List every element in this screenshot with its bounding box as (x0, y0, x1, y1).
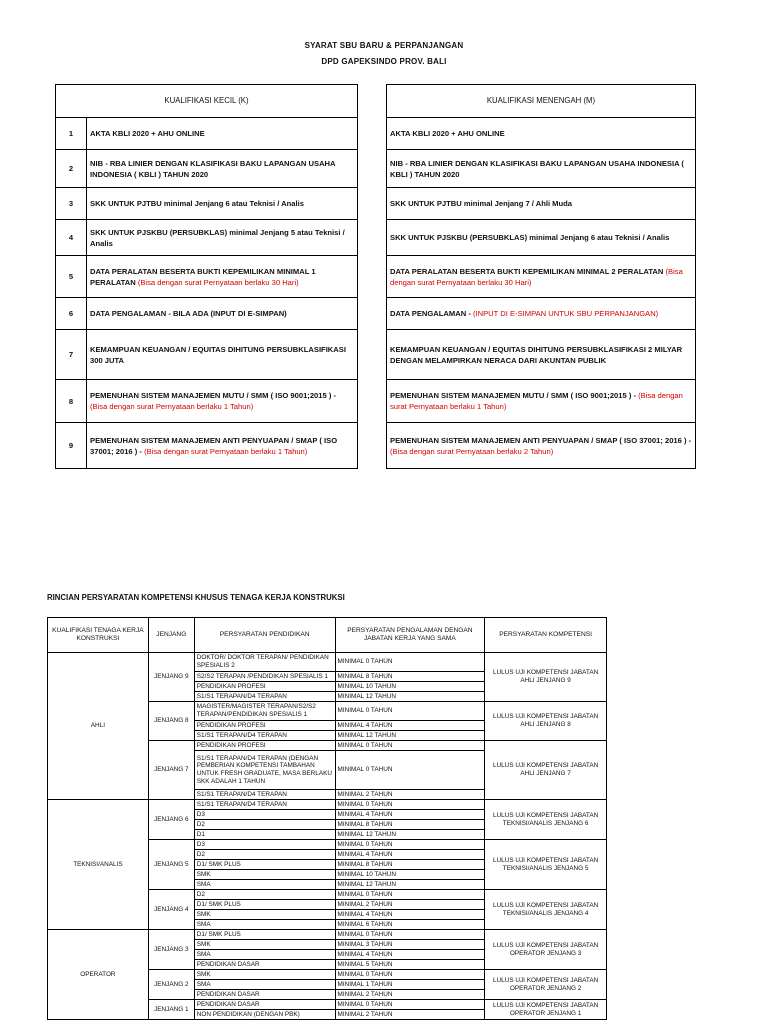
kecil-row-text (87, 298, 358, 330)
kecil-row-number: 3 (56, 188, 87, 220)
menengah-row-requirement: SKK UNTUK PJSKBU (PERSUBKLAS) minimal Jenjang 6 atau Teknisi / Analis (390, 233, 670, 242)
pendidikan-cell: PENDIDIKAN PROFESI (194, 721, 335, 731)
kecil-row-note: (Bisa dengan surat Pernyataan berlaku 30 Hari) (137, 277, 299, 287)
pengalaman-cell: MINIMAL 0 TAHUN (335, 800, 485, 810)
menengah-row-note: (INPUT DI E-SIMPAN UNTUK SBU PERPANJANGAN) (472, 309, 659, 318)
pengalaman-cell: MINIMAL 0 TAHUN (335, 970, 485, 980)
kompetensi-cell: LULUS UJI KOMPETENSI JABATAN OPERATOR JENJANG 1 (485, 1000, 607, 1020)
pendidikan-cell: D1 (194, 830, 335, 840)
pendidikan-cell: D2 (194, 820, 335, 830)
rincian-title: RINCIAN PERSYARATAN KOMPETENSI KHUSUS TENAGA KERJA KONSTRUKSI (47, 593, 345, 602)
jenjang-cell: JENJANG 2 (148, 970, 194, 1000)
pengalaman-cell: MINIMAL 0 TAHUN (335, 930, 485, 940)
kecil-row-text (87, 150, 358, 188)
kecil-row-number: 2 (56, 150, 87, 188)
pengalaman-cell: MINIMAL 4 TAHUN (335, 721, 485, 731)
menengah-row-requirement: KEMAMPUAN KEUANGAN / EQUITAS DIHITUNG PERSUBKLASIFIKASI 2 MILYAR DENGAN MELAMPIRKAN NERACA DARI AKUNTAN PUBLIK (390, 344, 683, 365)
pendidikan-cell: SMA (194, 980, 335, 990)
jenjang-cell: JENJANG 6 (148, 800, 194, 840)
kecil-row-requirement: NIB - RBA LINIER DENGAN KLASIFIKASI BAKU LAPANGAN USAHA INDONESIA ( KBLI ) TAHUN 2020 (90, 158, 336, 179)
kecil-row-text (87, 330, 358, 380)
pengalaman-cell: MINIMAL 12 TAHUN (335, 830, 485, 840)
kecil-row-text (87, 423, 358, 469)
pengalaman-cell: MINIMAL 0 TAHUN (335, 840, 485, 850)
pengalaman-cell: MINIMAL 6 TAHUN (335, 920, 485, 930)
pengalaman-cell: MINIMAL 4 TAHUN (335, 850, 485, 860)
pendidikan-cell: PENDIDIKAN PROFESI (194, 682, 335, 692)
kualifikasi-menengah-table (386, 84, 696, 469)
kompetensi-cell: LULUS UJI KOMPETENSI JABATAN TEKNISI/ANALIS JENJANG 4 (485, 890, 607, 930)
kecil-row-number: 8 (56, 380, 87, 423)
menengah-title: KUALIFIKASI MENENGAH (M) (387, 85, 696, 118)
pengalaman-cell: MINIMAL 5 TAHUN (335, 960, 485, 970)
kompetensi-cell: LULUS UJI KOMPETENSI JABATAN AHLI JENJANG 9 (485, 653, 607, 702)
pendidikan-cell: PENDIDIKAN DASAR (194, 1000, 335, 1010)
column-header: PERSYARATAN PENGALAMAN DENGAN JABATAN KERJA YANG SAMA (335, 618, 485, 653)
pendidikan-cell: S1/S1 TERAPAN/D4 TERAPAN (194, 790, 335, 800)
pengalaman-cell: MINIMAL 0 TAHUN (335, 653, 485, 672)
jenjang-cell: JENJANG 9 (148, 653, 194, 702)
kecil-row-number: 1 (56, 118, 87, 150)
kompetensi-cell: LULUS UJI KOMPETENSI JABATAN AHLI JENJANG 8 (485, 702, 607, 741)
pendidikan-cell: SMA (194, 950, 335, 960)
pendidikan-cell: SMK (194, 870, 335, 880)
kualifikasi-cell: TEKNISI/ANALIS (48, 800, 149, 930)
pendidikan-cell: S1/S1 TERAPAN/D4 TERAPAN (DENGAN PEMBERIAN KOMPETENSI TAMBAHAN UNTUK FRESH GRADUATE, MASA BERLAKU SKK ADALAH 1 TAHUN (194, 751, 335, 790)
menengah-row-note: (Bisa dengan surat Pernyataan berlaku 2 Tahun) (390, 446, 554, 456)
pendidikan-cell: SMK (194, 970, 335, 980)
pengalaman-cell: MINIMAL 4 TAHUN (335, 950, 485, 960)
column-header: JENJANG (148, 618, 194, 653)
menengah-row-text (387, 118, 696, 150)
pengalaman-cell: MINIMAL 4 TAHUN (335, 910, 485, 920)
kecil-row-note: (Bisa dengan surat Pernyataan berlaku 1 Tahun) (144, 446, 308, 456)
pengalaman-cell: MINIMAL 8 TAHUN (335, 672, 485, 682)
menengah-row-text (387, 256, 696, 298)
kecil-row-text (87, 188, 358, 220)
pengalaman-cell: MINIMAL 8 TAHUN (335, 860, 485, 870)
kecil-row-requirement: AKTA KBLI 2020 + AHU ONLINE (90, 129, 205, 138)
pendidikan-cell: PENDIDIKAN PROFESI (194, 741, 335, 751)
menengah-row-requirement: AKTA KBLI 2020 + AHU ONLINE (390, 129, 505, 138)
pengalaman-cell: MINIMAL 2 TAHUN (335, 790, 485, 800)
menengah-row-text (387, 330, 696, 380)
pengalaman-cell: MINIMAL 0 TAHUN (335, 1000, 485, 1010)
menengah-row-note: (Bisa dengan surat Pernyataan berlaku 1 Tahun) (390, 391, 683, 411)
kecil-row-text (87, 220, 358, 256)
pengalaman-cell: MINIMAL 3 TAHUN (335, 940, 485, 950)
column-header: PERSYARATAN PENDIDIKAN (194, 618, 335, 653)
kecil-row-number: 4 (56, 220, 87, 256)
pengalaman-cell: MINIMAL 10 TAHUN (335, 682, 485, 692)
kecil-row-number: 6 (56, 298, 87, 330)
kompetensi-cell: LULUS UJI KOMPETENSI JABATAN OPERATOR JENJANG 2 (485, 970, 607, 1000)
menengah-row-text (387, 188, 696, 220)
kualifikasi-cell: AHLI (48, 653, 149, 800)
kecil-row-requirement: KEMAMPUAN KEUANGAN / EQUITAS DIHITUNG PERSUBKLASIFIKASI 300 JUTA (90, 344, 346, 365)
menengah-row-text (387, 380, 696, 423)
pengalaman-cell: MINIMAL 2 TAHUN (335, 900, 485, 910)
jenjang-cell: JENJANG 3 (148, 930, 194, 970)
kecil-row-text (87, 256, 358, 298)
pendidikan-cell: S1/S1 TERAPAN/D4 TERAPAN (194, 692, 335, 702)
kecil-row-requirement: SKK UNTUK PJSKBU (PERSUBKLAS) minimal Jenjang 5 atau Teknisi / Analis (90, 227, 345, 248)
pengalaman-cell: MINIMAL 12 TAHUN (335, 731, 485, 741)
pendidikan-cell: D2 (194, 850, 335, 860)
pengalaman-cell: MINIMAL 10 TAHUN (335, 870, 485, 880)
pengalaman-cell: MINIMAL 1 TAHUN (335, 980, 485, 990)
pendidikan-cell: S1/S1 TERAPAN/D4 TERAPAN (194, 731, 335, 741)
kecil-row-requirement: DATA PERALATAN BESERTA BUKTI KEPEMILIKAN MINIMAL 1 PERALATAN (90, 266, 316, 287)
menengah-row-requirement: DATA PERALATAN BESERTA BUKTI KEPEMILIKAN MINIMAL 2 PERALATAN (390, 266, 664, 276)
jenjang-cell: JENJANG 8 (148, 702, 194, 741)
pengalaman-cell: MINIMAL 0 TAHUN (335, 741, 485, 751)
kecil-row-number: 5 (56, 256, 87, 298)
pengalaman-cell: MINIMAL 0 TAHUN (335, 751, 485, 790)
kompetensi-cell: LULUS UJI KOMPETENSI JABATAN AHLI JENJANG 7 (485, 741, 607, 800)
pengalaman-cell: MINIMAL 8 TAHUN (335, 820, 485, 830)
pendidikan-cell: MAGISTER/MAGISTER TERAPAN/S2/S2 TERAPAN/PENDIDIKAN SPESIALIS 1 (194, 702, 335, 721)
menengah-row-requirement: NIB - RBA LINIER DENGAN KLASIFIKASI BAKU LAPANGAN USAHA INDONESIA ( KBLI ) TAHUN 2020 (390, 158, 684, 179)
kecil-row-requirement: DATA PENGALAMAN - BILA ADA (INPUT DI E-SIMPAN) (90, 309, 287, 318)
menengah-row-note: (Bisa dengan surat Pernyataan berlaku 30 Hari) (390, 266, 683, 287)
jenjang-cell: JENJANG 5 (148, 840, 194, 890)
pendidikan-cell: SMK (194, 940, 335, 950)
pendidikan-cell: D3 (194, 810, 335, 820)
kecil-title: KUALIFIKASI KECIL (K) (56, 85, 358, 118)
menengah-row-text (387, 150, 696, 188)
pendidikan-cell: S2/S2 TERAPAN /PENDIDIKAN SPESIALIS 1 (194, 672, 335, 682)
kecil-row-text (87, 380, 358, 423)
pendidikan-cell: D1/ SMK PLUS (194, 900, 335, 910)
menengah-row-requirement: PEMENUHAN SISTEM MANAJEMEN ANTI PENYUAPAN / SMAP ( ISO 37001; 2016 ) - (390, 435, 692, 445)
jenjang-cell: JENJANG 7 (148, 741, 194, 800)
kompetensi-cell: LULUS UJI KOMPETENSI JABATAN TEKNISI/ANALIS JENJANG 6 (485, 800, 607, 840)
kualifikasi-kecil-table (55, 84, 358, 469)
column-header: KUALIFIKASI TENAGA KERJA KONSTRUKSI (48, 618, 149, 653)
pendidikan-cell: SMA (194, 880, 335, 890)
kecil-row-number: 7 (56, 330, 87, 380)
kecil-row-requirement: PEMENUHAN SISTEM MANAJEMEN ANTI PENYUAPAN / SMAP ( ISO 37001; 2016 ) - (90, 435, 338, 456)
pendidikan-cell: PENDIDIKAN DASAR (194, 960, 335, 970)
pendidikan-cell: NON PENDIDIKAN (DENGAN PBK) (194, 1010, 335, 1020)
pendidikan-cell: D2 (194, 890, 335, 900)
jenjang-cell: JENJANG 1 (148, 1000, 194, 1020)
column-header: PERSYARATAN KOMPETENSI (485, 618, 607, 653)
kecil-row-requirement: PEMENUHAN SISTEM MANAJEMEN MUTU / SMM ( ISO 9001;2015 ) - (90, 391, 336, 400)
pendidikan-cell: SMA (194, 920, 335, 930)
pendidikan-cell: SMK (194, 910, 335, 920)
kualifikasi-cell: OPERATOR (48, 930, 149, 1020)
pendidikan-cell: D1/ SMK PLUS (194, 860, 335, 870)
pengalaman-cell: MINIMAL 12 TAHUN (335, 880, 485, 890)
kompetensi-cell: LULUS UJI KOMPETENSI JABATAN OPERATOR JENJANG 3 (485, 930, 607, 970)
pengalaman-cell: MINIMAL 2 TAHUN (335, 1010, 485, 1020)
pendidikan-cell: PENDIDIKAN DASAR (194, 990, 335, 1000)
kompetensi-cell: LULUS UJI KOMPETENSI JABATAN TEKNISI/ANALIS JENJANG 5 (485, 840, 607, 890)
kecil-row-text (87, 118, 358, 150)
jenjang-cell: JENJANG 4 (148, 890, 194, 930)
pendidikan-cell: D1/ SMK PLUS (194, 930, 335, 940)
pendidikan-cell: D3 (194, 840, 335, 850)
kecil-row-note: (Bisa dengan surat Pernyataan berlaku 1 Tahun) (90, 402, 254, 411)
pengalaman-cell: MINIMAL 12 TAHUN (335, 692, 485, 702)
menengah-row-text (387, 423, 696, 469)
kecil-row-requirement: SKK UNTUK PJTBU minimal Jenjang 6 atau Teknisi / Analis (90, 199, 304, 208)
menengah-row-text (387, 298, 696, 330)
pendidikan-cell: S1/S1 TERAPAN/D4 TERAPAN (194, 800, 335, 810)
pengalaman-cell: MINIMAL 4 TAHUN (335, 810, 485, 820)
document-title: SYARAT SBU BARU & PERPANJANGAN (304, 41, 464, 50)
menengah-row-requirement: DATA PENGALAMAN - (390, 309, 471, 318)
menengah-row-requirement: PEMENUHAN SISTEM MANAJEMEN MUTU / SMM ( ISO 9001;2015 ) - (390, 391, 636, 400)
rincian-table (47, 617, 607, 1020)
kecil-row-number: 9 (56, 423, 87, 469)
pengalaman-cell: MINIMAL 2 TAHUN (335, 990, 485, 1000)
pendidikan-cell: DOKTOR/ DOKTOR TERAPAN/ PENDIDIKAN SPESIALIS 2 (194, 653, 335, 672)
menengah-row-text (387, 220, 696, 256)
menengah-row-requirement: SKK UNTUK PJTBU minimal Jenjang 7 / Ahli Muda (390, 199, 572, 208)
pengalaman-cell: MINIMAL 0 TAHUN (335, 890, 485, 900)
pengalaman-cell: MINIMAL 0 TAHUN (335, 702, 485, 721)
document-subtitle: DPD GAPEKSINDO PROV. BALI (321, 57, 447, 66)
